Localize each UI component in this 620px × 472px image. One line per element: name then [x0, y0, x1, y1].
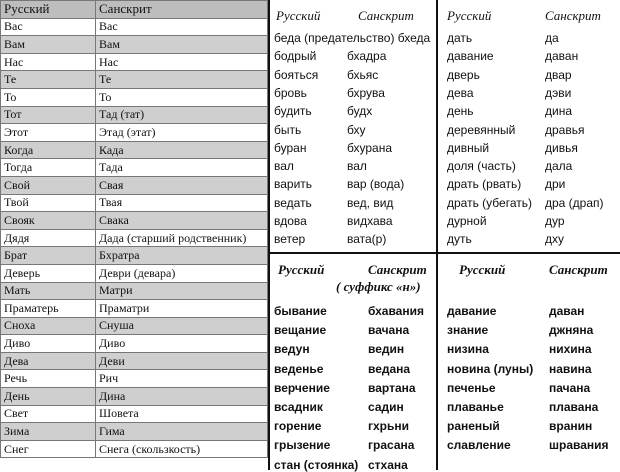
sanskrit-word-cell: Вам: [96, 36, 268, 54]
sanskrit-word: будх: [347, 104, 373, 119]
sanskrit-word: дри: [545, 177, 566, 192]
sanskrit-word: гхрьни: [368, 419, 410, 434]
russian-word-cell: Дева: [1, 352, 96, 370]
russian-word: драть (рвать): [447, 177, 522, 192]
sanskrit-word-cell: Нас: [96, 53, 268, 71]
russian-word: день: [447, 104, 474, 119]
sanskrit-word-cell: Дина: [96, 388, 268, 406]
russian-word-cell: Когда: [1, 141, 96, 159]
russian-word: дать: [447, 31, 473, 45]
bottom-middle-subheader-suffix: ( суффикс «н»): [336, 279, 421, 294]
russian-word: всадник: [274, 400, 323, 414]
russian-word-cell: Речь: [1, 370, 96, 388]
russian-word: ведать: [274, 195, 312, 210]
sanskrit-word: ведин: [368, 342, 405, 357]
sanskrit-word-cell: Деври (девара): [96, 264, 268, 282]
russian-word: новина (луны): [447, 361, 534, 376]
russian-word-cell: День: [1, 388, 96, 406]
russian-word: горение: [274, 419, 322, 434]
sanskrit-word-cell: Гима: [96, 423, 268, 441]
russian-word: вдова: [274, 214, 307, 228]
table-row: [1, 141, 268, 159]
sanskrit-word: дху: [545, 232, 565, 247]
russian-word-cell: Брат: [1, 247, 96, 265]
russian-word: будить: [274, 104, 312, 119]
sanskrit-word: даван: [545, 49, 579, 64]
sanskrit-word-cell: Свака: [96, 212, 268, 230]
sanskrit-word: вед, вид: [347, 195, 394, 210]
russian-word: буран: [274, 140, 307, 155]
sanskrit-word: дина: [545, 104, 573, 119]
table-row: [1, 36, 268, 54]
sanskrit-word: дивья: [545, 140, 578, 155]
russian-word-cell: Дядя: [1, 229, 96, 247]
russian-word: ветер: [274, 232, 306, 247]
table-row: [1, 317, 268, 335]
sanskrit-word-cell: Тада: [96, 159, 268, 177]
table-row: [1, 229, 268, 247]
russian-word: знание: [447, 323, 489, 338]
sanskrit-word: вачана: [368, 323, 410, 338]
sanskrit-word: бхьяс: [347, 67, 379, 82]
russian-word: низина: [447, 342, 489, 357]
sanskrit-word: вартана: [368, 380, 416, 395]
russian-word: дивный: [447, 140, 490, 155]
russian-word: вал: [274, 159, 294, 174]
sanskrit-word: вар (вода): [347, 177, 405, 192]
russian-word: варить: [274, 177, 313, 192]
russian-word: дверь: [447, 67, 480, 82]
russian-word-cell: Те: [1, 71, 96, 89]
table-row: [1, 124, 268, 142]
russian-word-cell: Тот: [1, 106, 96, 124]
sanskrit-word: дравья: [545, 122, 585, 137]
table-row: [1, 405, 268, 423]
table-row: [1, 264, 268, 282]
top-right-header-sanskrit: Санскрит: [545, 8, 601, 23]
sanskrit-word: стхана: [368, 457, 408, 472]
russian-word: драть (убегать): [447, 195, 532, 210]
russian-word-cell: Твой: [1, 194, 96, 212]
sanskrit-word-cell: Тад (тат): [96, 106, 268, 124]
russian-word-cell: Снег: [1, 440, 96, 458]
russian-word: бодрый: [274, 49, 317, 64]
vertical-divider-left: [268, 0, 270, 470]
russian-word-cell: Тогда: [1, 159, 96, 177]
sanskrit-word-cell: Бхратра: [96, 247, 268, 265]
table-row: [1, 370, 268, 388]
russian-word-cell: Сноха: [1, 317, 96, 335]
russian-word: дева: [447, 85, 474, 100]
sanskrit-word-cell: Снуша: [96, 317, 268, 335]
russian-word: давание: [447, 304, 497, 318]
table-row: [1, 176, 268, 194]
russian-word: раненый: [447, 419, 500, 434]
sanskrit-word: бхурана: [347, 140, 392, 155]
sanskrit-word: садин: [368, 400, 404, 414]
sanskrit-word-cell: Матри: [96, 282, 268, 300]
sanskrit-word: шравания: [549, 438, 609, 453]
sanskrit-word: ведана: [368, 361, 411, 376]
sanskrit-word-cell: Снега (скользкость): [96, 440, 268, 458]
top-right-header-russian: Русский: [447, 8, 492, 23]
russian-word-cell: Мать: [1, 282, 96, 300]
sanskrit-word: да: [545, 31, 559, 45]
bottom-middle-word-block: [272, 258, 437, 470]
sanskrit-word: вал: [347, 159, 367, 174]
russian-word: давание: [447, 49, 494, 64]
russian-word-cell: Свояк: [1, 212, 96, 230]
table-row: [1, 282, 268, 300]
russian-word-cell: Зима: [1, 423, 96, 441]
left-table-header-row: [1, 1, 268, 19]
russian-word: веденье: [274, 361, 324, 376]
sanskrit-word-cell: Шовета: [96, 405, 268, 423]
bottom-right-header-sanskrit: Санскрит: [549, 262, 608, 277]
top-middle-header-russian: Русский: [276, 8, 321, 23]
bottom-right-word-block: [445, 258, 620, 470]
sanskrit-word: пачана: [549, 380, 591, 395]
russian-word: верчение: [274, 380, 330, 395]
russian-word: доля (часть): [447, 159, 516, 174]
sanskrit-word: бхавания: [368, 304, 424, 318]
sanskrit-word-cell: Твая: [96, 194, 268, 212]
russian-word-cell: Этот: [1, 124, 96, 142]
table-row: [1, 423, 268, 441]
sanskrit-word-cell: Вас: [96, 18, 268, 36]
sanskrit-word: дэви: [545, 85, 572, 100]
top-right-word-block: [445, 0, 620, 250]
table-row: [1, 18, 268, 36]
table-row: [1, 71, 268, 89]
russian-word: деревянный: [447, 122, 516, 137]
sanskrit-word-cell: Када: [96, 141, 268, 159]
russian-word-cell: Нас: [1, 53, 96, 71]
russian-word-cell: То: [1, 88, 96, 106]
bottom-middle-header-sanskrit: Санскрит: [368, 262, 427, 277]
sanskrit-word: джняна: [549, 323, 594, 338]
table-row: [1, 88, 268, 106]
sanskrit-word-cell: Праматри: [96, 300, 268, 318]
top-middle-word-block: [272, 0, 432, 250]
table-row: [1, 247, 268, 265]
sanskrit-word-cell: Диво: [96, 335, 268, 353]
table-row: [1, 440, 268, 458]
russian-word: грызение: [274, 438, 331, 453]
russian-word: бывание: [274, 304, 327, 318]
russian-word-cell: Праматерь: [1, 300, 96, 318]
top-middle-header-sanskrit: Санскрит: [358, 8, 414, 23]
russian-word: беда (предательство) бхеда: [274, 31, 431, 45]
russian-word: стан (стоянка): [274, 457, 359, 472]
sanskrit-word: бху: [347, 122, 366, 137]
bottom-middle-header-russian: Русский: [278, 262, 325, 277]
russian-word: ведун: [274, 342, 310, 357]
sanskrit-word-cell: Деви: [96, 352, 268, 370]
table-row: [1, 335, 268, 353]
left-table-header-sanskrit: Санскрит: [96, 1, 268, 19]
vertical-divider-middle: [436, 0, 438, 470]
sanskrit-word-cell: То: [96, 88, 268, 106]
sanskrit-word: грасана: [368, 438, 415, 453]
horizontal-divider: [268, 252, 620, 254]
table-row: [1, 212, 268, 230]
russian-word: печенье: [447, 380, 496, 395]
table-row: [1, 388, 268, 406]
russian-word: бровь: [274, 85, 307, 100]
sanskrit-word: вата(р): [347, 232, 387, 247]
table-row: [1, 159, 268, 177]
sanskrit-word: вранин: [549, 419, 593, 434]
sanskrit-word-cell: Рич: [96, 370, 268, 388]
left-vocabulary-table: [0, 0, 268, 458]
table-row: [1, 352, 268, 370]
sanskrit-word: бхадра: [347, 49, 387, 64]
russian-word-cell: Вам: [1, 36, 96, 54]
sanskrit-word-cell: Дада (старший родственник): [96, 229, 268, 247]
russian-word-cell: Свой: [1, 176, 96, 194]
russian-word: плаванье: [447, 400, 504, 414]
sanskrit-word-cell: Свая: [96, 176, 268, 194]
sanskrit-word-cell: Те: [96, 71, 268, 89]
russian-word: вещание: [274, 323, 327, 338]
sanskrit-word: даван: [549, 304, 585, 318]
bottom-right-header-russian: Русский: [459, 262, 506, 277]
russian-word-cell: Вас: [1, 18, 96, 36]
sanskrit-word: дала: [545, 159, 573, 174]
table-row: [1, 53, 268, 71]
table-row: [1, 194, 268, 212]
table-row: [1, 300, 268, 318]
sanskrit-word: дра (драп): [545, 195, 604, 210]
russian-word: быть: [274, 122, 302, 137]
sanskrit-word: дур: [545, 214, 565, 228]
sanskrit-word: нихина: [549, 342, 592, 357]
table-row: [1, 106, 268, 124]
sanskrit-word: плавана: [549, 400, 599, 414]
russian-word: дурной: [447, 214, 487, 228]
sanskrit-word: навина: [549, 361, 592, 376]
sanskrit-word: двар: [545, 67, 572, 82]
left-table-header-russian: Русский: [1, 1, 96, 19]
russian-word: славление: [447, 438, 511, 453]
russian-word: бояться: [274, 67, 319, 82]
sanskrit-word: бхрува: [347, 85, 385, 100]
russian-word-cell: Деверь: [1, 264, 96, 282]
sanskrit-word: видхава: [347, 214, 393, 228]
russian-word: дуть: [447, 232, 472, 247]
russian-word-cell: Диво: [1, 335, 96, 353]
russian-word-cell: Свет: [1, 405, 96, 423]
sanskrit-word-cell: Этад (этат): [96, 124, 268, 142]
